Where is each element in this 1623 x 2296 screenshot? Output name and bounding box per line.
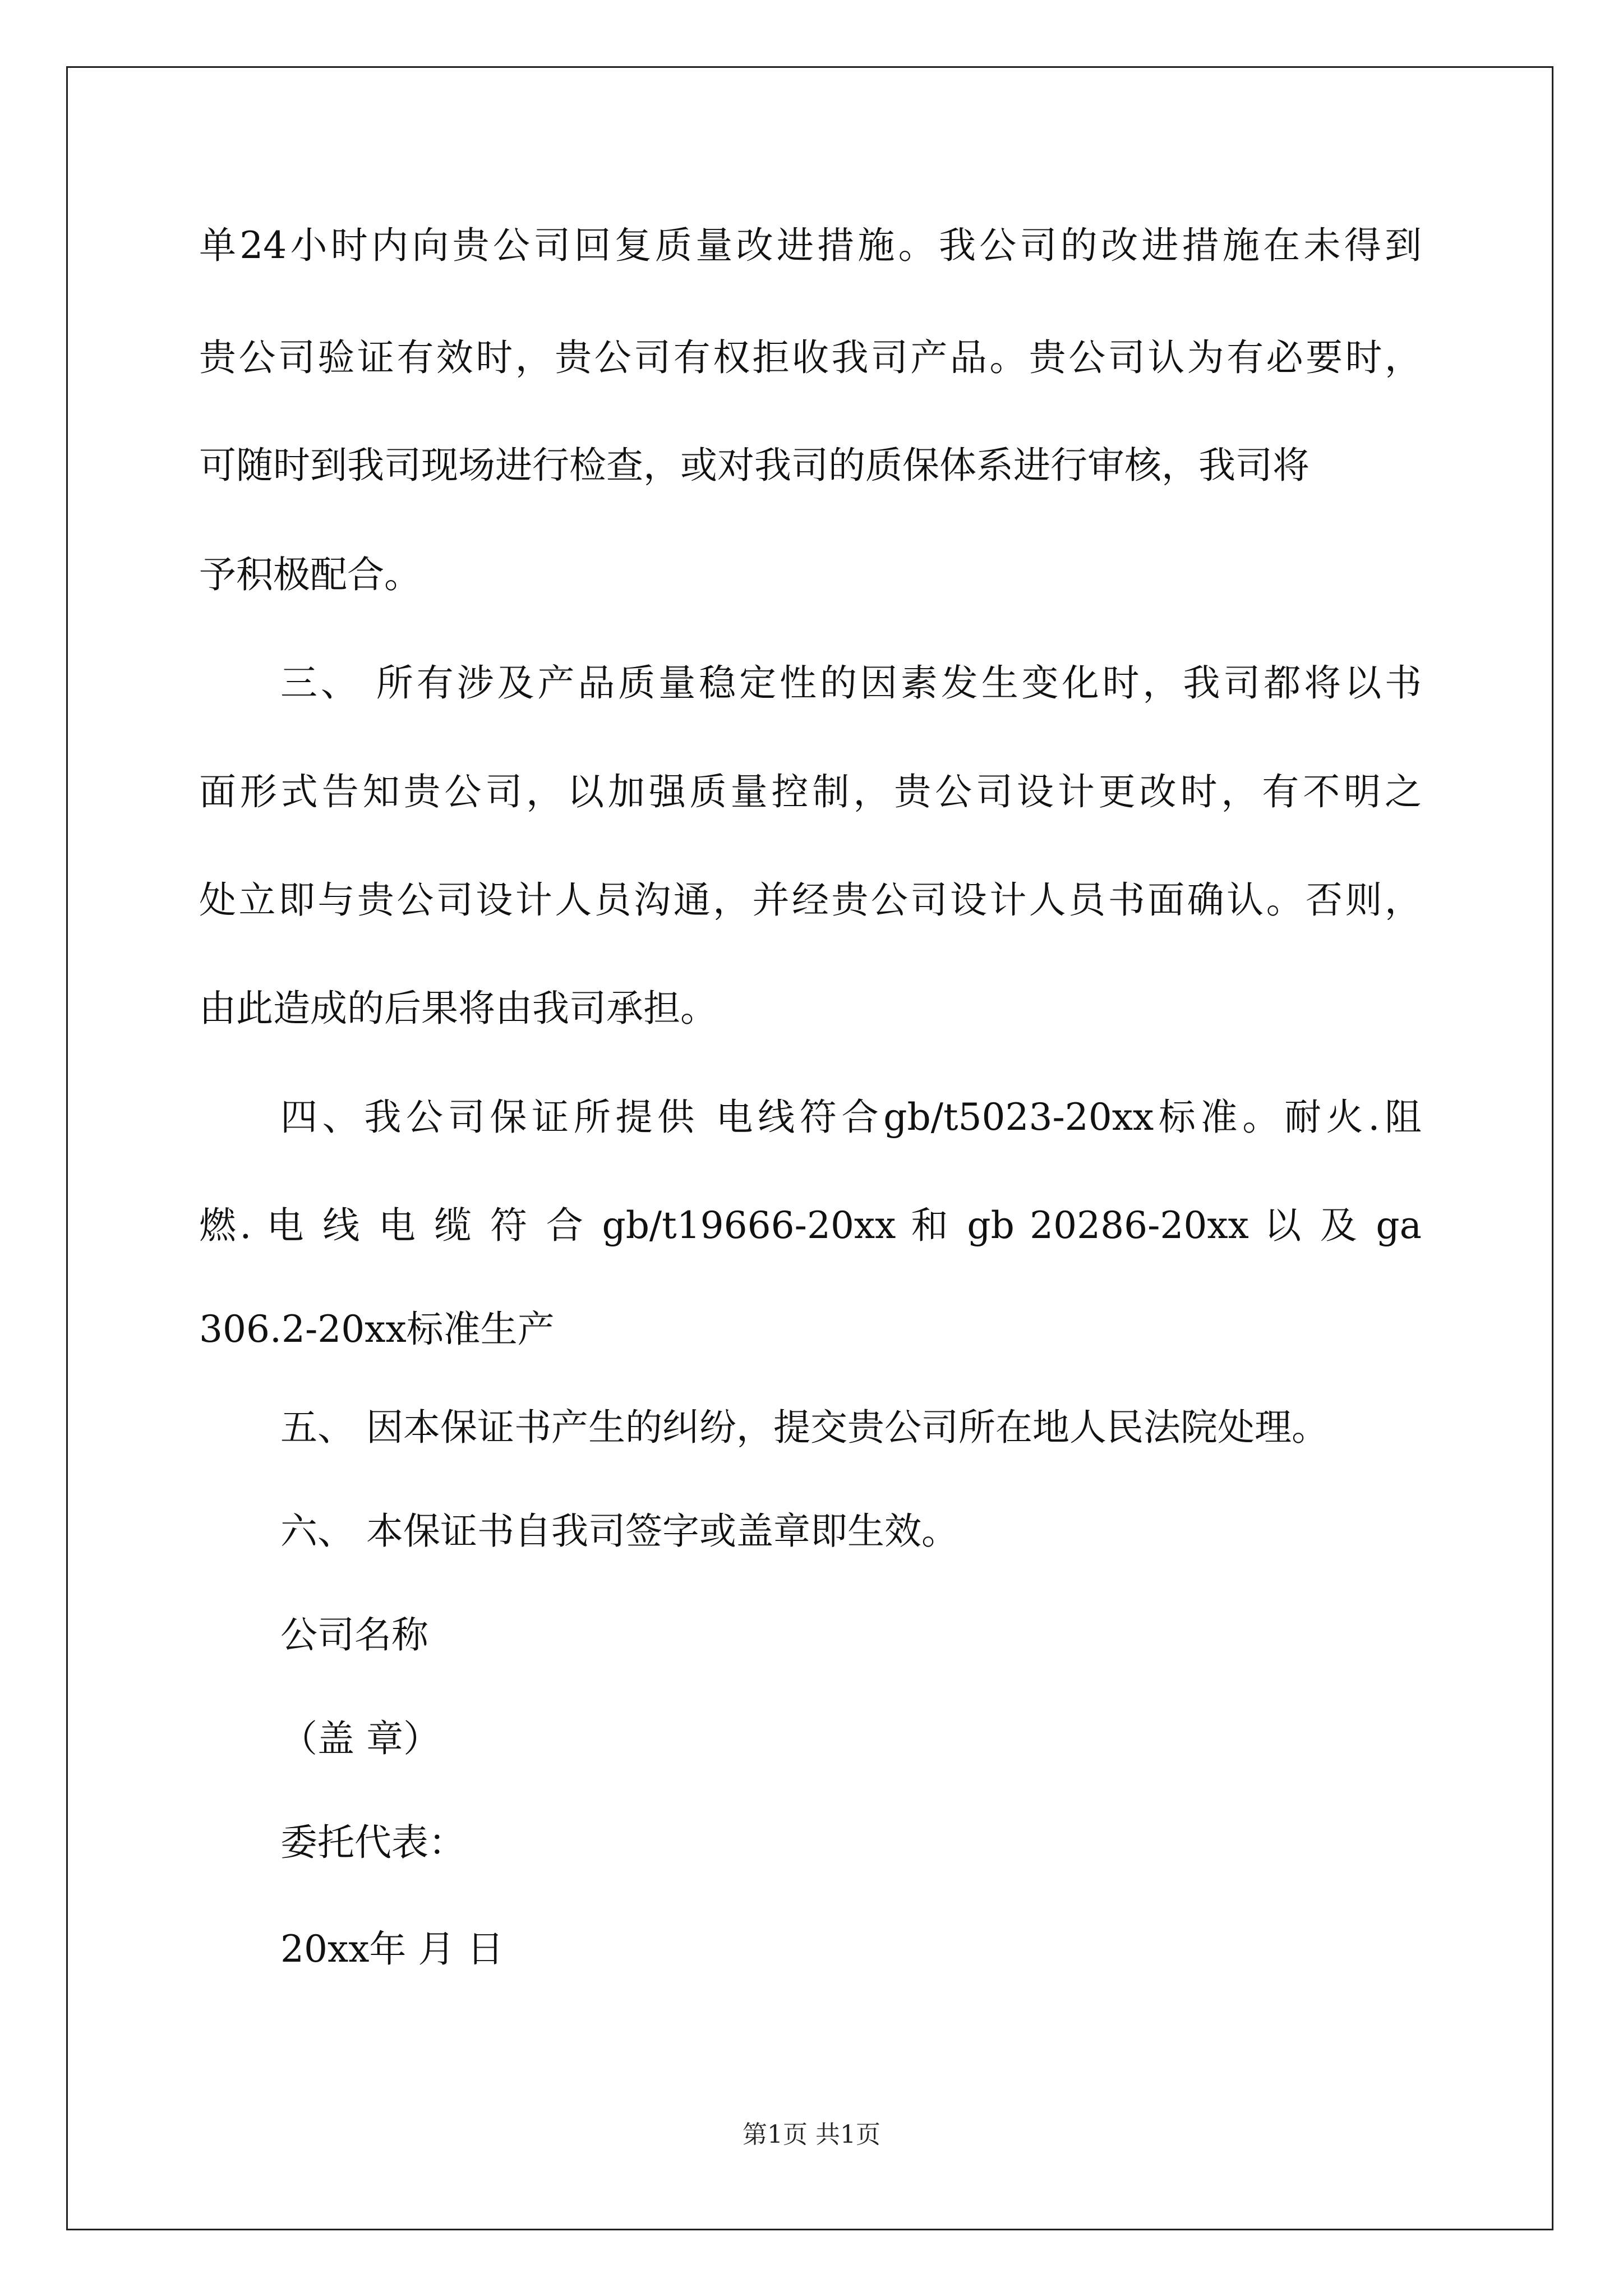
- text-line-8: 由此造成的后果将由我司承担。: [199, 987, 717, 1030]
- text-line-9: 四、我公司保证所提供 电线符合gb/t5023-20xx标准。耐火.阻: [280, 1096, 1422, 1139]
- text-line-10: 燃. 电 线 电 缆 符 合 gb/t19666-20xx 和 gb 20286-20xx 以 及 ga: [199, 1204, 1422, 1247]
- page-border: [66, 66, 1553, 2230]
- text-line-12: 五、 因本保证书产生的纠纷，提交贵公司所在地人民法院处理。: [280, 1406, 1329, 1449]
- text-line-11: 306.2-20xx标准生产: [199, 1308, 555, 1351]
- text-line-15: （盖 章）: [280, 1717, 440, 1760]
- text-line-16: 委托代表：: [280, 1821, 465, 1864]
- text-line-3: 可随时到我司现场进行检查，或对我司的质保体系进行审核，我司将: [199, 444, 1310, 487]
- text-line-5: 三、 所有涉及产品质量稳定性的因素发生变化时，我司都将以书: [280, 661, 1422, 705]
- text-line-2: 贵公司验证有效时，贵公司有权拒收我司产品。贵公司认为有必要时，: [199, 336, 1422, 379]
- text-line-7: 处立即与贵公司设计人员沟通，并经贵公司设计人员书面确认。否则，: [199, 878, 1422, 922]
- text-line-1: 单24小时内向贵公司回复质量改进措施。我公司的改进措施在未得到: [199, 224, 1422, 267]
- page-footer: 第1页 共1页: [743, 2120, 880, 2149]
- text-line-4: 予积极配合。: [199, 553, 421, 596]
- text-line-6: 面形式告知贵公司，以加强质量控制，贵公司设计更改时，有不明之: [199, 770, 1422, 813]
- text-line-17: 20xx年 月 日: [280, 1927, 504, 1971]
- text-line-14: 公司名称: [280, 1613, 428, 1657]
- text-line-13: 六、 本保证书自我司签字或盖章即生效。: [280, 1510, 958, 1553]
